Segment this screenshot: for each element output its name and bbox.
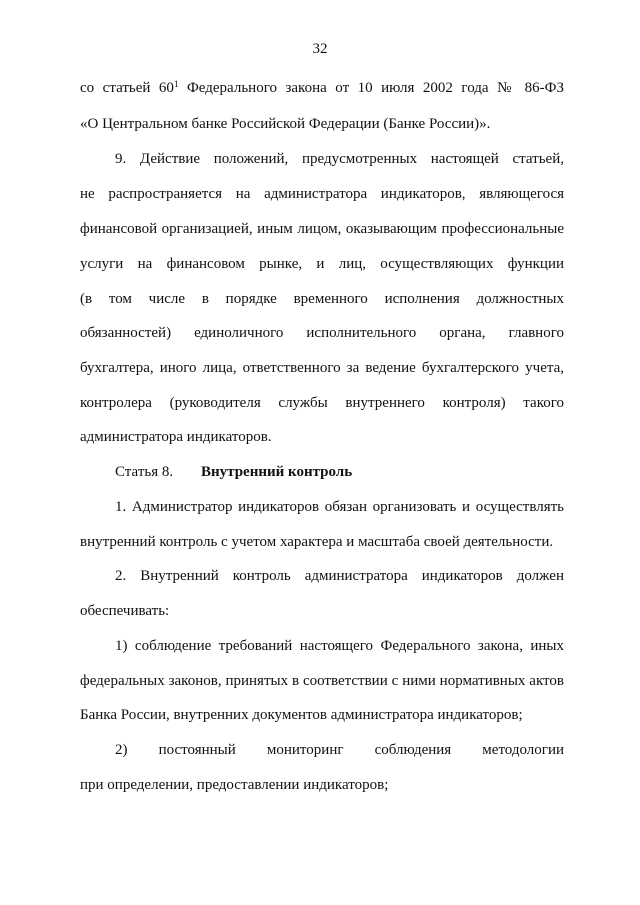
article-title: Внутренний контроль (201, 464, 353, 480)
text-line (80, 78, 564, 98)
text-fragment: со статьей 60 (80, 80, 174, 96)
text-line: бухгалтера, иного лица, ответственного за ведение бухгалтерского учета, (80, 360, 564, 376)
text-line: (в том числе в порядке временного исполнения должностных (80, 291, 564, 307)
text-line: при определении, предоставлении индикаторов; (80, 777, 389, 793)
text-line: Банка России, внутренних документов администратора индикаторов; (80, 707, 523, 723)
text-line: контролера (руководителя службы внутреннего контроля) такого (80, 395, 564, 411)
article-number: Статья 8. (115, 464, 174, 480)
page-number: 32 (312, 41, 328, 57)
text-line: федеральных законов, принятых в соответствии с ними нормативных актов (80, 673, 564, 689)
paragraph-start: 9. Действие положений, предусмотренных настоящей статьей, (115, 151, 564, 167)
paragraph-start: 1) соблюдение требований настоящего Федерального закона, иных (115, 638, 564, 654)
paragraph-start: 1. Администратор индикаторов обязан организовать и осуществлять (115, 499, 564, 515)
text-line: услуги на финансовом рынке, и лиц, осуществляющих функции (80, 256, 564, 272)
text-line: «О Центральном банке Российской Федерации (Банке России)». (80, 116, 491, 132)
superscript: 1 (173, 79, 179, 89)
text-line: обязанностей) единоличного исполнительного органа, главного (80, 325, 564, 341)
paragraph-start: 2) постоянный мониторинг соблюдения методологии (115, 742, 564, 758)
text-line: внутренний контроль с учетом характера и масштаба своей деятельности. (80, 534, 554, 550)
article-heading (115, 462, 564, 482)
paragraph-start: 2. Внутренний контроль администратора индикаторов должен (115, 568, 564, 584)
text-line: не распространяется на администратора индикаторов, являющегося (80, 186, 564, 202)
text-line: обеспечивать: (80, 603, 170, 619)
text-line: финансовой организацией, иным лицом, оказывающим профессиональные (80, 221, 564, 237)
text-fragment: Федерального закона от 10 июля 2002 года № 86-ФЗ (178, 80, 565, 96)
text-line: администратора индикаторов. (80, 429, 272, 445)
